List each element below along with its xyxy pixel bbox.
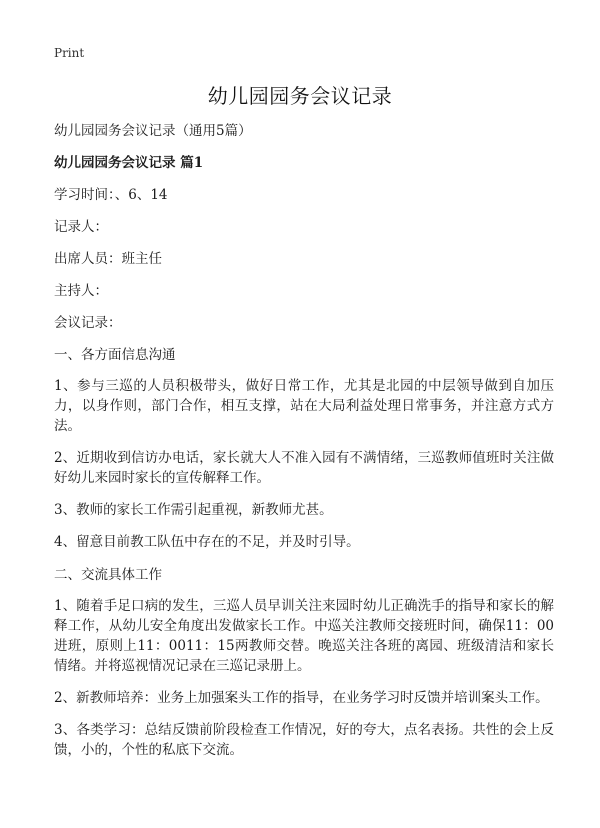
part1-item: 1、参与三巡的人员积极带头，做好日常工作，尤其是北园的中层领导做到自加压力，以身作则，部门合作，相互支撑，站在大局利益处理日常事务，并注意方式方法。 bbox=[54, 378, 554, 434]
part1-item: 4、留意目前教工队伍中存在的不足，并及时引导。 bbox=[54, 534, 360, 550]
field-recorder: 记录人： bbox=[54, 219, 108, 235]
field-attendees: 出席人员：班主任 bbox=[54, 251, 162, 267]
part1-item: 2、近期收到信访办电话，家长就大人不准入园有不满情绪，三巡教师值班时关注做好幼儿来园时家长的宣传解释工作。 bbox=[54, 450, 554, 486]
part1-heading: 一、各方面信息沟通 bbox=[54, 347, 176, 363]
document-subtitle: 幼儿园园务会议记录（通用5篇） bbox=[54, 123, 252, 139]
field-host: 主持人： bbox=[54, 283, 108, 299]
part2-item: 2、新教师培养：业务上加强案头工作的指导，在业务学习时反馈并培训案头工作。 bbox=[54, 690, 549, 706]
field-minutes: 会议记录： bbox=[54, 315, 122, 331]
print-label[interactable]: Print bbox=[54, 46, 85, 60]
part2-item: 3、各类学习：总结反馈前阶段检查工作情况，好的夸大，点名表扬。共性的会上反馈，小的，个性的私底下交流。 bbox=[54, 722, 554, 758]
part2-heading: 二、交流具体工作 bbox=[54, 567, 162, 583]
document-title: 幼儿园园务会议记录 bbox=[207, 84, 393, 108]
document-body bbox=[54, 120, 554, 772]
part2-item: 1、随着手足口病的发生，三巡人员早训关注来园时幼儿正确洗手的指导和家长的解释工作，从幼儿安全角度出发做家长工作。中巡关注教师交接班时间，确保11：00进班，原则上11：0011：15两教师交替。晚巡关注各班的离园、班级清洁和家长情绪。并将巡视情况记录在三巡记录册上。 bbox=[54, 598, 554, 674]
part1-item: 3、教师的家长工作需引起重视，新教师尤甚。 bbox=[54, 502, 333, 518]
field-study-time: 学习时间：、6、14 bbox=[54, 187, 168, 203]
section-heading: 幼儿园园务会议记录 篇1 bbox=[54, 155, 204, 171]
